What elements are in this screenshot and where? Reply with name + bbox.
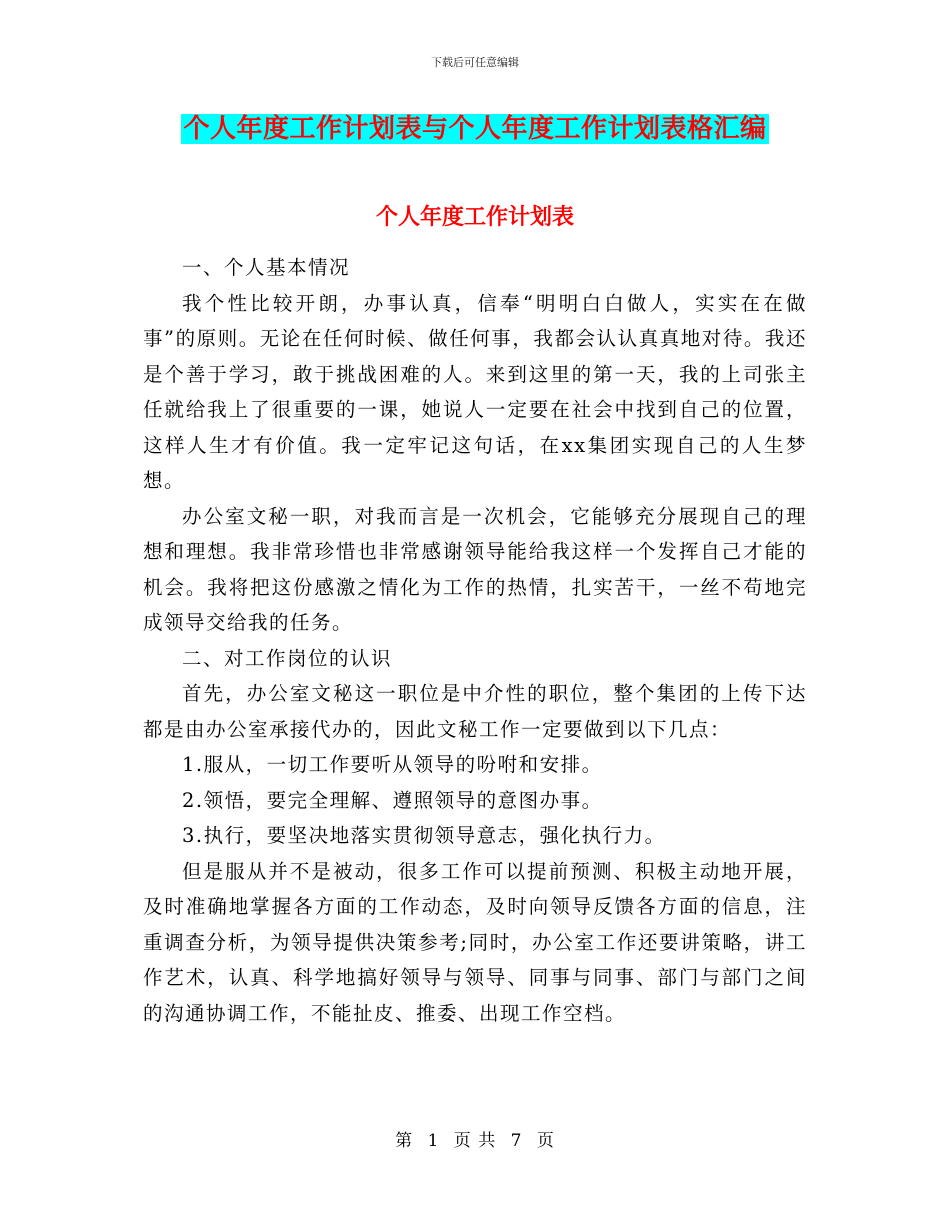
list-item-execute: 3.执行，要坚决地落实贯彻领导意志，强化执行力。 [182, 824, 666, 847]
paragraph-intermediary-position: 首先，办公室文秘这一职位是中介性的职位，整个集团的上传下达都是由办公室承接代办的，因此文秘工作一定要做到以下几点： [143, 682, 807, 741]
footer-page-total: 7 [510, 1131, 523, 1151]
footer-prefix: 第 [395, 1131, 414, 1151]
heading-personal-info: 一、个人基本情况 [182, 256, 351, 279]
section-title: 个人年度工作计划表 [375, 204, 574, 230]
footer-mid: 页 共 [453, 1131, 497, 1151]
document-body [143, 250, 807, 1031]
document-title [0, 112, 950, 146]
paragraph-proactive: 但是服从并不是被动，很多工作可以提前预测、积极主动地开展，及时准确地掌握各方面的工作动态，及时向领导反馈各方面的信息，注重调查分析，为领导提供决策参考;同时，办公室工作还要讲策略，讲工作艺术，认真、科学地搞好领导与领导、同事与同事、部门与部门之间的沟通协调工作，不能扯皮、推委、出现工作空档。 [143, 859, 807, 1025]
paragraph-secretary-role: 办公室文秘一职，对我而言是一次机会，它能够充分展现自己的理想和理想。我非常珍惜也非常感谢领导能给我这样一个发挥自己才能的机会。我将把这份感激之情化为工作的热情，扎实苦干，一丝不苟地完成领导交给我的任务。 [143, 504, 807, 634]
footer-suffix: 页 [536, 1131, 555, 1151]
list-item-comprehend: 2.领悟，要完全理解、遵照领导的意图办事。 [182, 788, 603, 812]
heading-job-understanding: 二、对工作岗位的认识 [182, 646, 393, 670]
document-title-text: 个人年度工作计划表与个人年度工作计划表格汇编 [183, 114, 767, 144]
header-note: 下载后可任意编辑 [431, 56, 519, 69]
paragraph-personality: 我个性比较开朗，办事认真，信奉“明明白白做人，实实在在做事”的原则。无论在任何时候、做任何事，我都会认认真真地对待。我还是个善于学习，敢于挑战困难的人。来到这里的第一天，我的上司张主任就给我上了很重要的一课，她说人一定要在社会中找到自己的位置，这样人生才有价值。我一定牢记这句话，在xx集团实现自己的人生梦想。 [143, 291, 807, 492]
list-item-obey: 1.服从，一切工作要听从领导的吩咐和安排。 [182, 753, 603, 776]
footer-page-number: 1 [427, 1131, 440, 1151]
page-footer [0, 1126, 950, 1151]
